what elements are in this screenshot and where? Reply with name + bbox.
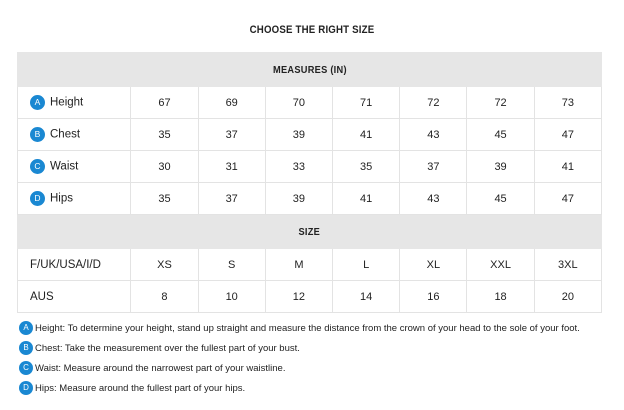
measure-value: 37	[400, 151, 467, 183]
size-value: XL	[400, 249, 467, 281]
measure-value: 39	[265, 119, 332, 151]
size-value: S	[198, 249, 265, 281]
measure-value: 45	[467, 119, 534, 151]
note-text: Height: To determine your height, stand up straight and measure the distance from the crown of your head to the sole of your foot.	[35, 322, 580, 334]
size-header-text: SIZE	[298, 225, 321, 238]
measure-label-cell	[18, 151, 131, 183]
measure-value: 45	[467, 183, 534, 215]
measure-value: 41	[333, 183, 400, 215]
note-text: Hips: Measure around the fullest part of your hips.	[35, 382, 246, 394]
letter-badge-icon: A	[19, 321, 33, 335]
measurement-notes	[19, 318, 619, 398]
measure-value: 73	[534, 87, 601, 119]
letter-badge-icon: D	[19, 381, 33, 395]
letter-badge-icon: A	[30, 95, 45, 110]
table-row	[18, 151, 602, 183]
letter-badge-icon: B	[30, 127, 45, 142]
measure-value: 31	[198, 151, 265, 183]
measure-value: 37	[198, 119, 265, 151]
measure-value: 35	[131, 119, 198, 151]
size-system-label: F/UK/USA/I/D	[18, 249, 131, 281]
measure-label-cell	[18, 87, 131, 119]
measure-value: 39	[265, 183, 332, 215]
note-item	[19, 378, 619, 398]
measure-value: 72	[467, 87, 534, 119]
measure-value: 37	[198, 183, 265, 215]
table-row	[18, 119, 602, 151]
measure-value: 41	[333, 119, 400, 151]
size-value: 10	[198, 281, 265, 313]
size-value: 3XL	[534, 249, 601, 281]
size-header-row	[18, 215, 602, 249]
size-value: 8	[131, 281, 198, 313]
size-chart-body	[18, 53, 602, 313]
measure-value: 67	[131, 87, 198, 119]
measure-value: 43	[400, 119, 467, 151]
size-value: 16	[400, 281, 467, 313]
size-header	[18, 215, 602, 249]
measure-value: 39	[467, 151, 534, 183]
note-text: Chest: Take the measurement over the fullest part of your bust.	[35, 342, 300, 354]
measure-label: Waist	[50, 160, 79, 173]
measure-value: 43	[400, 183, 467, 215]
size-value: 18	[467, 281, 534, 313]
measure-value: 69	[198, 87, 265, 119]
letter-badge-icon: B	[19, 341, 33, 355]
letter-badge-icon: C	[30, 159, 45, 174]
size-value: XS	[131, 249, 198, 281]
size-value: M	[265, 249, 332, 281]
measure-label: Height	[50, 96, 84, 109]
note-text: Waist: Measure around the narrowest part of your waistline.	[35, 362, 286, 374]
measure-value: 47	[534, 119, 601, 151]
measure-label-cell	[18, 119, 131, 151]
size-value: 20	[534, 281, 601, 313]
measures-header	[18, 53, 602, 87]
table-row	[18, 87, 602, 119]
measure-value: 30	[131, 151, 198, 183]
measure-value: 35	[131, 183, 198, 215]
size-value: L	[333, 249, 400, 281]
measure-value: 41	[534, 151, 601, 183]
measure-value: 71	[333, 87, 400, 119]
measure-value: 35	[333, 151, 400, 183]
measure-label: Hips	[50, 192, 74, 205]
page-title: CHOOSE THE RIGHT SIZE	[249, 24, 375, 36]
note-item	[19, 358, 619, 378]
size-system-label: AUS	[18, 281, 131, 313]
measure-value: 47	[534, 183, 601, 215]
measure-label-cell	[18, 183, 131, 215]
measure-label: Chest	[50, 128, 81, 141]
measure-value: 72	[400, 87, 467, 119]
letter-badge-icon: D	[30, 191, 45, 206]
table-row	[18, 281, 602, 313]
note-item	[19, 318, 619, 338]
table-row	[18, 249, 602, 281]
letter-badge-icon: C	[19, 361, 33, 375]
size-chart-table	[17, 52, 602, 313]
measure-value: 33	[265, 151, 332, 183]
note-item	[19, 338, 619, 358]
measures-header-text: MEASURES (IN)	[272, 63, 347, 76]
size-value: 14	[333, 281, 400, 313]
measure-value: 70	[265, 87, 332, 119]
size-value: 12	[265, 281, 332, 313]
table-row	[18, 183, 602, 215]
size-value: XXL	[467, 249, 534, 281]
measures-header-row	[18, 53, 602, 87]
